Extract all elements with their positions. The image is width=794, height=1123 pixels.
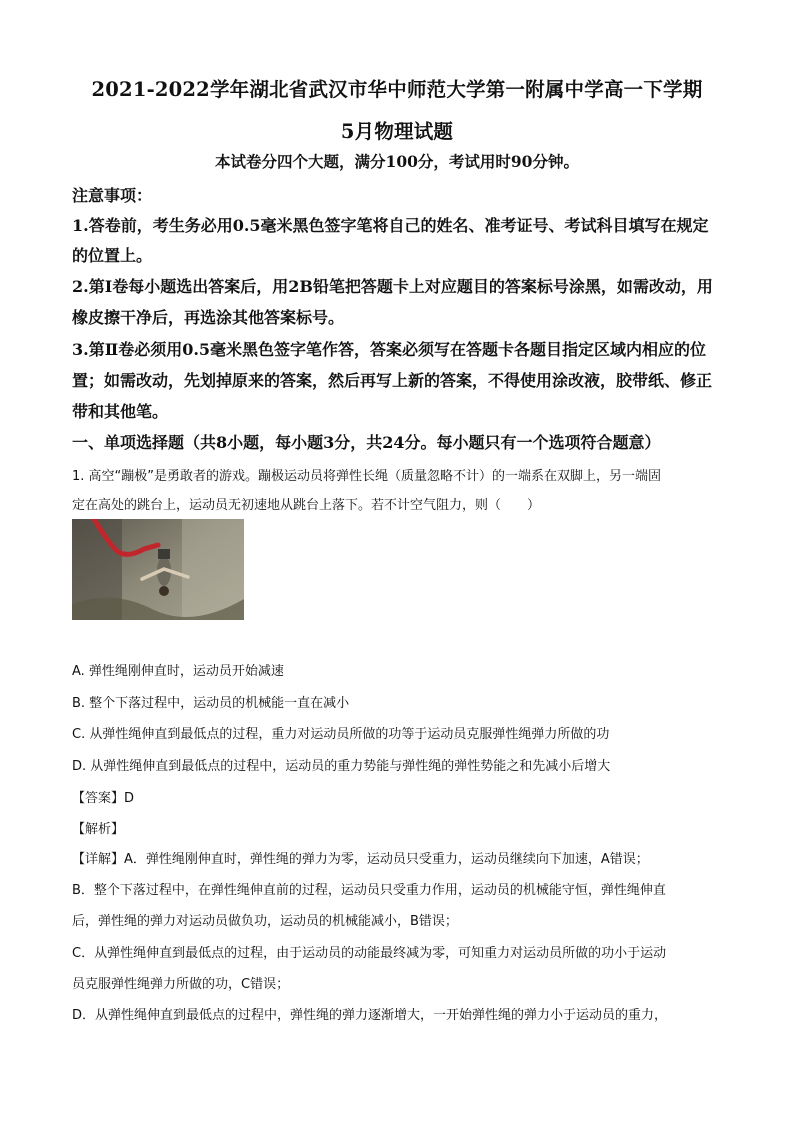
analysis-line: 【详解】A．弹性绳刚伸直时，弹性绳的弹力为零，运动员只受重力，运动员继续向下加速，A错误； [72,852,649,867]
option-a: A. 弹性绳刚伸直时，运动员开始减速 [72,664,284,679]
notes-line: 带和其他笔。 [72,402,169,421]
notes-line: 2.第Ⅰ卷每小题选出答案后，用2B铅笔把答题卡上对应题目的答案标号涂黑，如需改动，用 [72,277,713,296]
notes-line: 3.第Ⅱ卷必须用0.5毫米黑色签字笔作答，答案必须写在答题卡各题目指定区域内相应的位 [72,340,707,359]
exam-subtitle: 本试卷分四个大题，满分100分，考试用时90分钟。 [215,152,579,171]
question1-stem: 定在高处的跳台上，运动员无初速地从跳台上落下。若不计空气阻力，则（ ） [72,498,541,513]
notes-line: 置；如需改动，先划掉原来的答案，然后再写上新的答案，不得使用涂改液，胶带纸、修正 [72,371,713,390]
notes-line: 的位置上。 [72,246,153,265]
exam-title-line1: 2021-2022学年湖北省武汉市华中师范大学第一附属中学高一下学期 [91,78,703,101]
analysis-line: 后，弹性绳的弹力对运动员做负功，运动员的机械能减小，B错误； [72,914,458,929]
question1-stem: 1. 高空“蹦极”是勇敢者的游戏。蹦极运动员将弹性长绳（质量忽略不计）的一端系在双脚上，另一端固 [72,469,662,484]
section1-heading: 一、单项选择题（共8小题，每小题3分，共24分。每小题只有一个选项符合题意） [72,433,661,452]
analysis-heading: 【解析】 [72,822,125,837]
notes-line: 1.答卷前，考生务必用0.5毫米黑色签字笔将自己的姓名、准考证号、考试科目填写在规定 [72,216,709,235]
option-b: B. 整个下落过程中，运动员的机械能一直在减小 [72,696,350,711]
analysis-line: 员克服弹性绳弹力所做的功，C错误； [72,977,290,992]
analysis-line: D．从弹性绳伸直到最低点的过程中，弹性绳的弹力逐渐增大，一开始弹性绳的弹力小于运动员的重力， [72,1008,668,1023]
notes-heading: 注意事项： [72,186,153,205]
notes-line: 橡皮擦干净后，再选涂其他答案标号。 [72,308,345,327]
exam-title-line2: 5月物理试题 [340,120,454,143]
answer-label: 【答案】D [72,791,135,806]
option-d: D. 从弹性绳伸直到最低点的过程中，运动员的重力势能与弹性绳的弹性势能之和先减小后增大 [72,759,611,774]
option-c: C. 从弹性绳伸直到最低点的过程，重力对运动员所做的功等于运动员克服弹性绳弹力所做的功 [72,727,610,742]
analysis-line: B．整个下落过程中，在弹性绳伸直前的过程，运动员只受重力作用，运动员的机械能守恒，弹性绳伸直 [72,883,666,898]
bungee-jumper-photo [72,519,244,620]
analysis-line: C．从弹性绳伸直到最低点的过程，由于运动员的动能最终减为零，可知重力对运动员所做的功小于运动 [72,946,667,961]
